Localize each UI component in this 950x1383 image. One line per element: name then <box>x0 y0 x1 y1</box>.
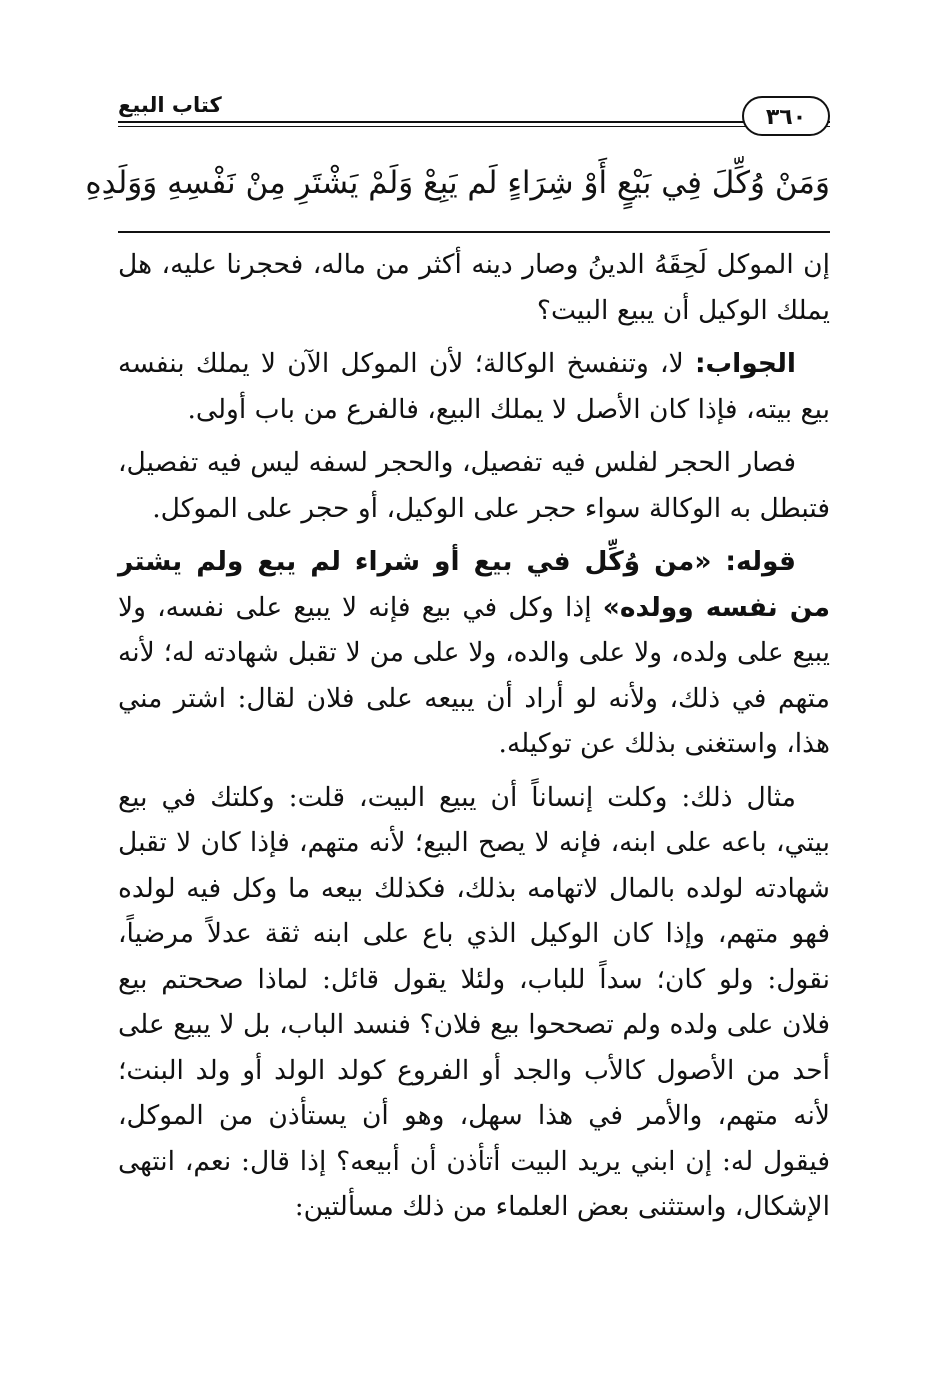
paragraph-text: فصار الحجر لفلس فيه تفصيل، والحجر لسفه ليس فيه تفصيل، فتبطل به الوكالة سواء حجر على الوكيل، أو حجر على الموكل. <box>118 447 830 524</box>
paragraph <box>118 341 830 432</box>
header-rule-thin <box>118 126 830 127</box>
running-header <box>118 92 830 136</box>
paragraph-text: مثال ذلك: وكلت إنساناً أن يبيع البيت، قلت: وكلتك في بيع بيتي، باعه على ابنه، فإنه لا يصح البيع؛ لأنه متهم، فإذا كان لا تقبل شهادته لولده بالمال لاتهامه بذلك، فكذلك بيعه ما وكل فيه لولده فهو متهم، وإذا كان الوكيل الذي باع على ابنه ثقة عدلاً مرضياً، نقول: ولو كان؛ سداً للباب، ولئلا يقول قائل: لماذا صححتم بيع فلان على ولده ولم تصححوا بيع فلان؟ فنسد الباب، بل لا يبيع على أحد من الأصول كالأب والجد أو الفروع كولد الولد أو ولد البنت؛ لأنه متهم، والأمر في هذا سهل، وهو أن يستأذن من الموكل، فيقول له: إن ابني يريد البيت أتأذن أن أبيعه؟ إذا قال: نعم، انتهى الإشكال، واستثنى بعض العلماء من ذلك مسألتين: <box>118 781 830 1222</box>
commentary-body <box>118 242 830 1238</box>
answer-label: الجواب: <box>694 348 796 379</box>
header-rule <box>118 121 830 123</box>
paragraph <box>118 242 830 333</box>
paragraph-text: لا، وتنفسخ الوكالة؛ لأن الموكل الآن لا يملك بنفسه بيع بيته، فإذا كان الأصل لا يملك البيع، فالفرع من باب أولى. <box>118 348 830 425</box>
matn-text: وَمَنْ وُكِّلَ فِي بَيْعٍ أَوْ شِرَاءٍ لَم يَبِعْ وَلَمْ يَشْتَرِ مِنْ نَفْسِهِ وَوَلَدِهِ <box>85 165 830 201</box>
paragraph-text: إذا وكل في بيع فإنه لا يبيع على نفسه، ولا يبيع على ولده، ولا على والده، ولا على من لا تقبل شهادته له؛ لأنه متهم في ذلك، ولأنه لو أراد أن يبيعه على فلان لقال: اشتر مني هذا، واستغنى بذلك عن توكيله. <box>118 591 830 759</box>
paragraph <box>118 440 830 531</box>
quoted-matn: قوله: «من وُكِّل في بيع أو شراء لم يبع ولم يشتر من نفسه وولده» <box>118 546 830 623</box>
paragraph <box>118 775 830 1230</box>
matn-separator <box>118 231 830 233</box>
page-number: ٣٦٠ <box>742 96 830 136</box>
paragraph-text: إن الموكل لَحِقَهُ الدينُ وصار دينه أكثر من ماله، فحجرنا عليه، هل يملك الوكيل أن يبيع البيت؟ <box>118 249 830 326</box>
paragraph <box>118 539 830 767</box>
book-title: كتاب البيع <box>118 92 230 118</box>
